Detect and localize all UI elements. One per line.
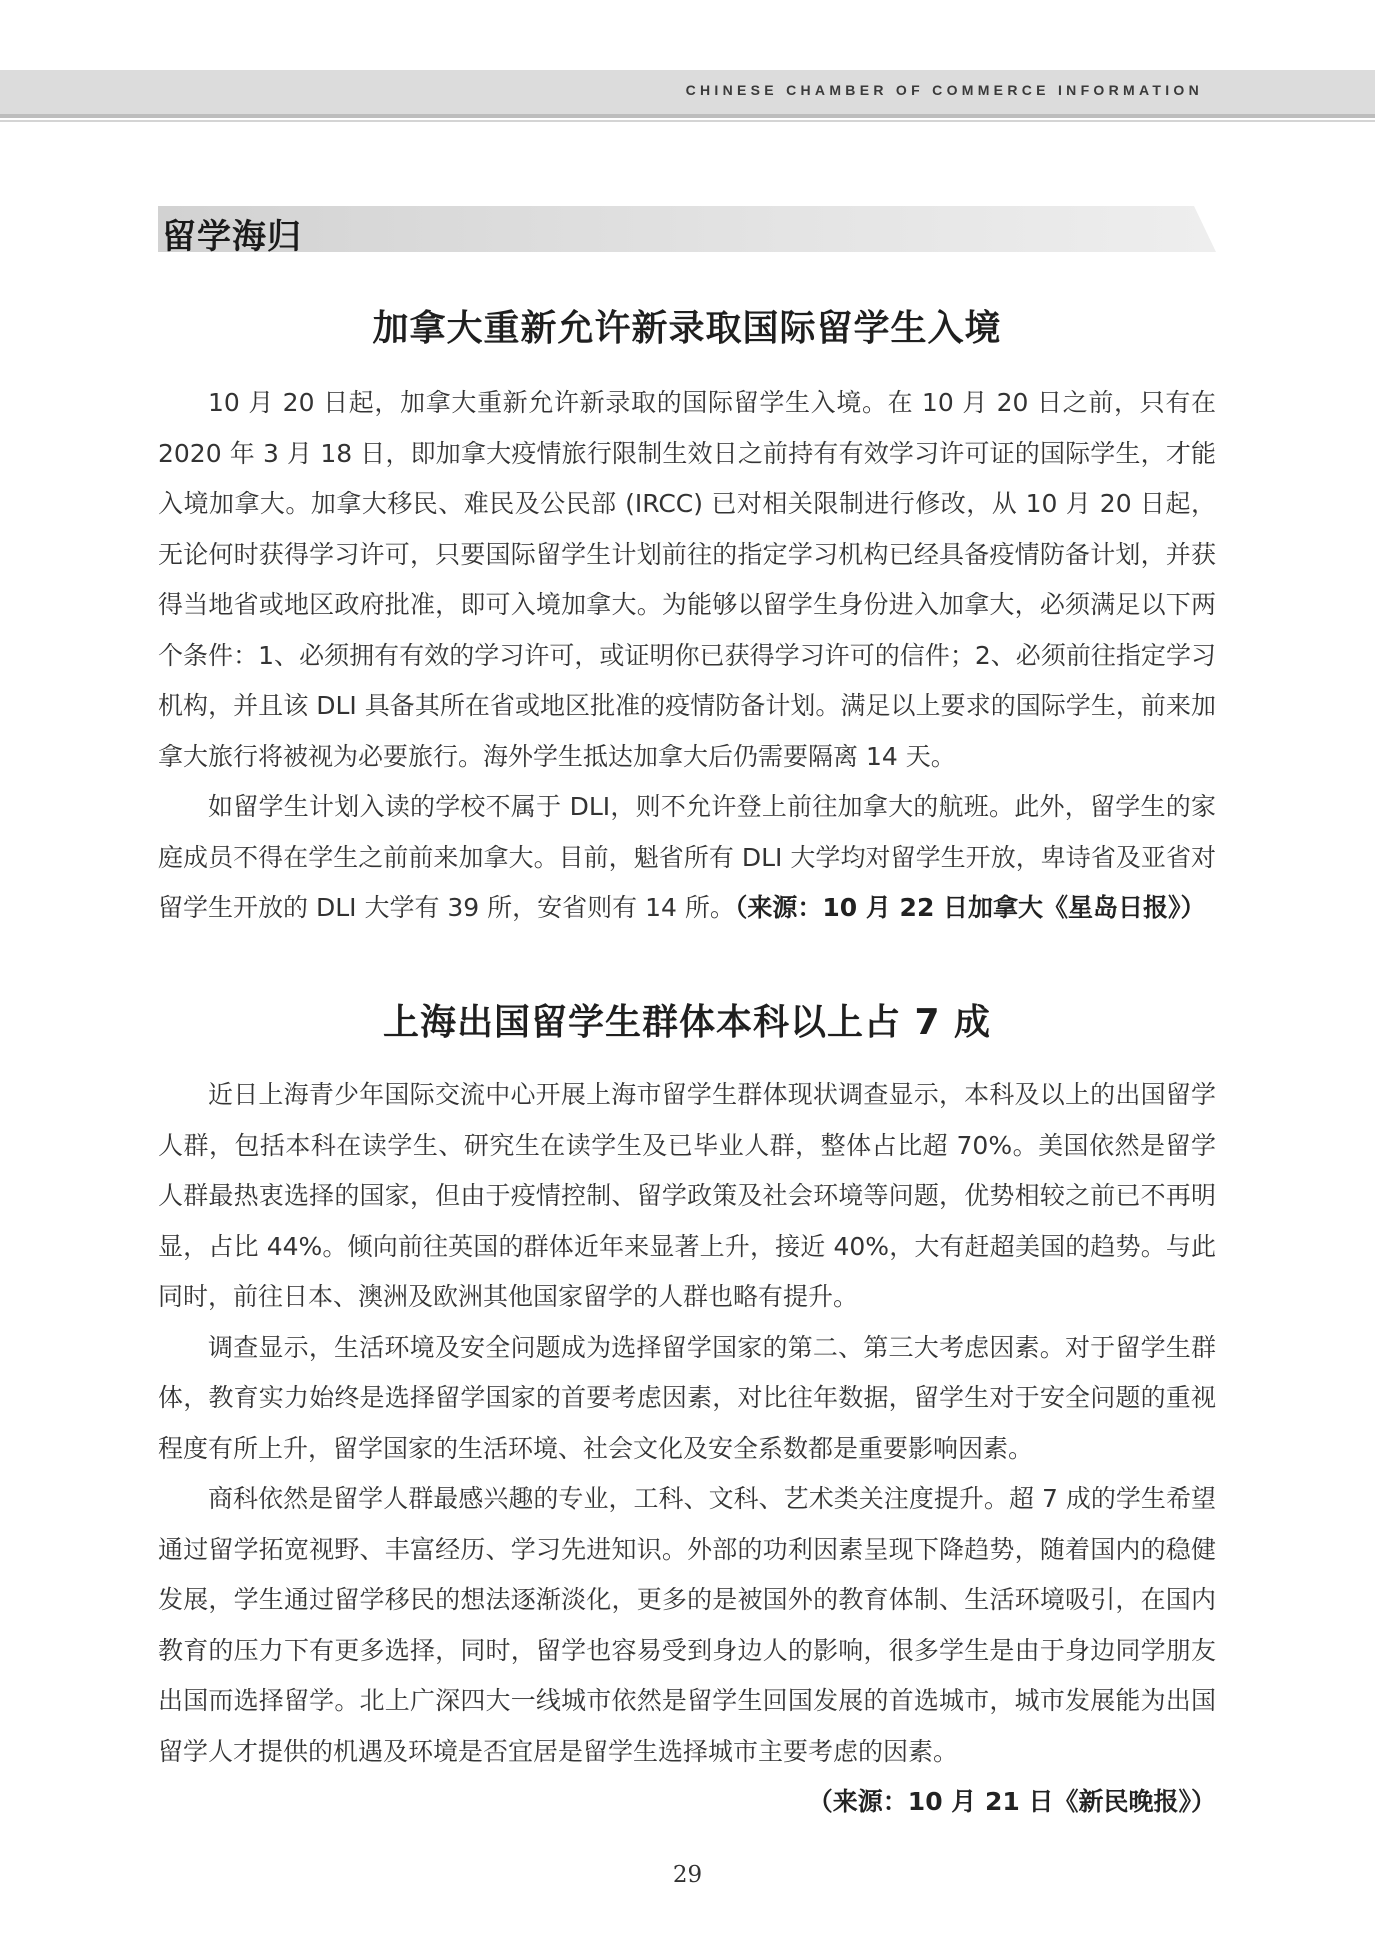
header-rule (0, 114, 1375, 118)
page-number: 29 (672, 1862, 703, 1888)
article-title: 加拿大重新允许新录取国际留学生入境 (372, 308, 1002, 349)
paragraph: 近日上海青少年国际交流中心开展上海市留学生群体现状调查显示，本科及以上的出国留学人群，包括本科在读学生、研究生在读学生及已毕业人群，整体占比超 70%。美国依然是留学人群最热衷选择的国家，但由于疫情控制、留学政策及社会环境等问题，优势相较之前已不再明显，占比 44%。倾向前往英国的群体近年来显著上升，接近 40%，大有赶超美国的趋势。与此同时，前往日本、澳洲及欧洲其他国家留学的人群也略有提升。 (158, 1080, 1216, 1311)
section-bar (158, 206, 1216, 252)
paragraph: 调查显示，生活环境及安全问题成为选择留学国家的第二、第三大考虑因素。对于留学生群体，教育实力始终是选择留学国家的首要考虑因素，对比往年数据，留学生对于安全问题的重视程度有所上升，留学国家的生活环境、社会文化及安全系数都是重要影响因素。 (158, 1332, 1216, 1463)
publication-name: CHINESE CHAMBER OF COMMERCE INFORMATION (685, 82, 1203, 98)
source-citation: （来源：10 月 22 日加拿大《星岛日报》） (734, 893, 1206, 922)
section-title: 留学海归 (162, 217, 302, 257)
paragraph-text: 如留学生计划入读的学校不属于 DLI，则不允许登上前往加拿大的航班。此外，留学生的家庭成员不得在学生之前前来加拿大。目前，魁省所有 DLI 大学均对留学生开放，卑诗省及亚省对留学生开放的 DLI 大学有 39 所，安省则有 14 所。 (158, 792, 1216, 922)
paragraph: 10 月 20 日起，加拿大重新允许新录取的国际留学生入境。在 10 月 20 日之前，只有在 2020 年 3 月 18 日，即加拿大疫情旅行限制生效日之前持有有效学习许可证的国际学生，才能入境加拿大。加拿大移民、难民及公民部 (IRCC) 已对相关限制进行修改，从 10 月 20 日起，无论何时获得学习许可，只要国际留学生计划前往的指定学习机构已经具备疫情防备计划，并获得当地省或地区政府批准，即可入境加拿大。为能够以留学生身份进入加拿大，必须满足以下两个条件：1、必须拥有有效的学习许可，或证明你已获得学习许可的信件；2、必须前往指定学习机构，并且该 DLI 具备其所在省或地区批准的疫情防备计划。满足以上要求的国际学生，前来加拿大旅行将被视为必要旅行。海外学生抵达加拿大后仍需要隔离 14 天。 (158, 388, 1216, 771)
paragraph: 商科依然是留学人群最感兴趣的专业，工科、文科、艺术类关注度提升。超 7 成的学生希望通过留学拓宽视野、丰富经历、学习先进知识。外部的功利因素呈现下降趋势，随着国内的稳健发展，学生通过留学移民的想法逐渐淡化，更多的是被国外的教育体制、生活环境吸引，在国内教育的压力下有更多选择，同时，留学也容易受到身边人的影响，很多学生是由于身边同学朋友出国而选择留学。北上广深四大一线城市依然是留学生回国发展的首选城市，城市发展能为出国留学人才提供的机遇及环境是否宜居是留学生选择城市主要考虑的因素。 (158, 1484, 1216, 1766)
header-rule-thin (0, 120, 1375, 122)
article-body (158, 1070, 1216, 1828)
paragraph (158, 782, 1216, 934)
article-title: 上海出国留学生群体本科以上占 7 成 (382, 1002, 992, 1043)
source-citation: （来源：10 月 21 日《新民晚报》） (807, 1787, 1216, 1816)
article-body (158, 378, 1216, 934)
